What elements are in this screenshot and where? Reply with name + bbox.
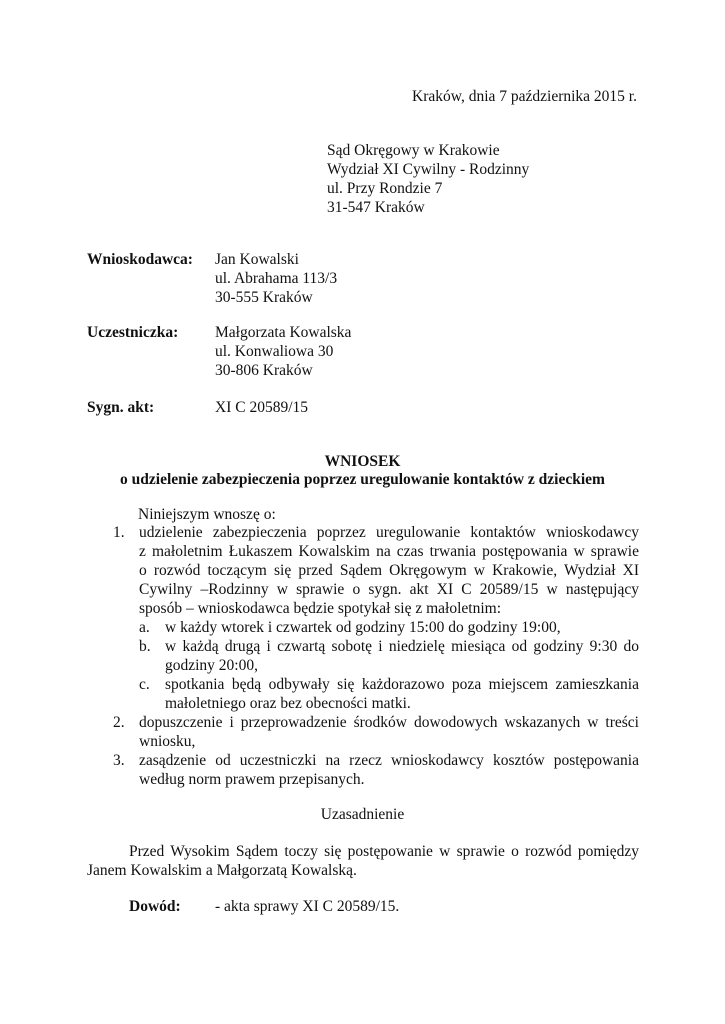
- participant-label: Uczestniczka:: [87, 324, 179, 341]
- case-ref-value: XI C 20589/15: [215, 399, 308, 416]
- item-1-line: o rozwód toczącym się przed Sądem Okręgowym w Krakowie, Wydział XI: [139, 562, 639, 579]
- court-division: Wydział XI Cywilny - Rodzinny: [327, 161, 530, 178]
- subitem-c-letter: c.: [139, 676, 150, 693]
- applicant-name: Jan Kowalski: [215, 251, 299, 268]
- subitem-b-letter: b.: [139, 638, 151, 655]
- item-3-line: według norm prawem przepisanych.: [139, 771, 365, 788]
- subitem-b-line: w każdą drugą i czwartą sobotę i niedzielę miesiąca od godziny 9:30 do: [165, 638, 639, 655]
- participant-street: ul. Konwaliowa 30: [215, 343, 334, 360]
- court-address: [327, 141, 529, 217]
- applicant-street: ul. Abrahama 113/3: [215, 270, 338, 287]
- court-street: ul. Przy Rondzie 7: [327, 180, 443, 197]
- evidence-label: Dowód:: [129, 898, 181, 915]
- subitem-b-text: [165, 637, 639, 675]
- item-1-line: z małoletnim Łukaszem Kowalskim na czas trwania postępowania w sprawie: [139, 543, 639, 560]
- item-2-text: [139, 713, 639, 751]
- participant-name: Małgorzata Kowalska: [215, 324, 352, 341]
- subitem-a-letter: a.: [139, 619, 150, 636]
- participant-postal: 30-806 Kraków: [215, 362, 313, 379]
- item-2-number: 2.: [113, 714, 125, 731]
- item-2-line: dopuszczenie i przeprowadzenie środków dowodowych wskazanych w treści: [139, 714, 639, 731]
- item-3-text: [139, 751, 639, 789]
- court-name: Sąd Okręgowy w Krakowie: [327, 142, 500, 159]
- subitem-b-line: godziny 20:00,: [165, 657, 258, 674]
- place-date: Kraków, dnia 7 października 2015 r.: [412, 88, 637, 105]
- document-subtitle: o udzielenie zabezpieczenia poprzez uregulowanie kontaktów z dzieckiem: [120, 471, 605, 488]
- justification-line: Przed Wysokim Sądem toczy się postępowanie w sprawie o rozwód pomiędzy: [129, 843, 639, 860]
- item-1-line: sposób – wnioskodawca będzie spotykał się z małoletnim:: [139, 600, 502, 617]
- document-title: WNIOSEK: [324, 453, 401, 470]
- item-1-text: [139, 523, 639, 618]
- subitem-c-line: małoletniego oraz bez obecności matki.: [165, 695, 411, 712]
- item-1-line: Cywilny –Rodzinny w sprawie o sygn. akt XI C 20589/15 w następujący: [139, 581, 639, 598]
- item-2-line: wniosku,: [139, 733, 196, 750]
- applicant-postal: 30-555 Kraków: [215, 289, 313, 306]
- subitem-c-line: spotkania będą odbywały się każdorazowo poza miejscem zamieszkania: [165, 676, 639, 693]
- case-ref-label: Sygn. akt:: [87, 399, 155, 416]
- subitem-a-line: w każdy wtorek i czwartek od godziny 15:00 do godziny 19:00,: [165, 619, 561, 636]
- court-postal: 31-547 Kraków: [327, 199, 425, 216]
- applicant-details: [215, 250, 337, 307]
- justification-paragraph: [87, 842, 639, 880]
- item-3-number: 3.: [113, 752, 125, 769]
- participant-details: [215, 323, 351, 380]
- item-1-number: 1.: [113, 524, 125, 541]
- subitem-c-text: [165, 675, 639, 713]
- justification-heading: Uzasadnienie: [320, 806, 405, 823]
- evidence-value: - akta sprawy XI C 20589/15.: [215, 898, 400, 915]
- item-3-line: zasądzenie od uczestniczki na rzecz wnioskodawcy kosztów postępowania: [139, 752, 639, 769]
- request-intro: Niniejszym wnoszę o:: [138, 506, 276, 523]
- item-1-line: udzielenie zabezpieczenia poprzez uregulowanie kontaktów wnioskodawcy: [139, 524, 639, 541]
- subitem-a-text: [165, 618, 639, 637]
- justification-line: Janem Kowalskim a Małgorzatą Kowalską.: [87, 862, 357, 879]
- applicant-label: Wnioskodawca:: [87, 251, 193, 268]
